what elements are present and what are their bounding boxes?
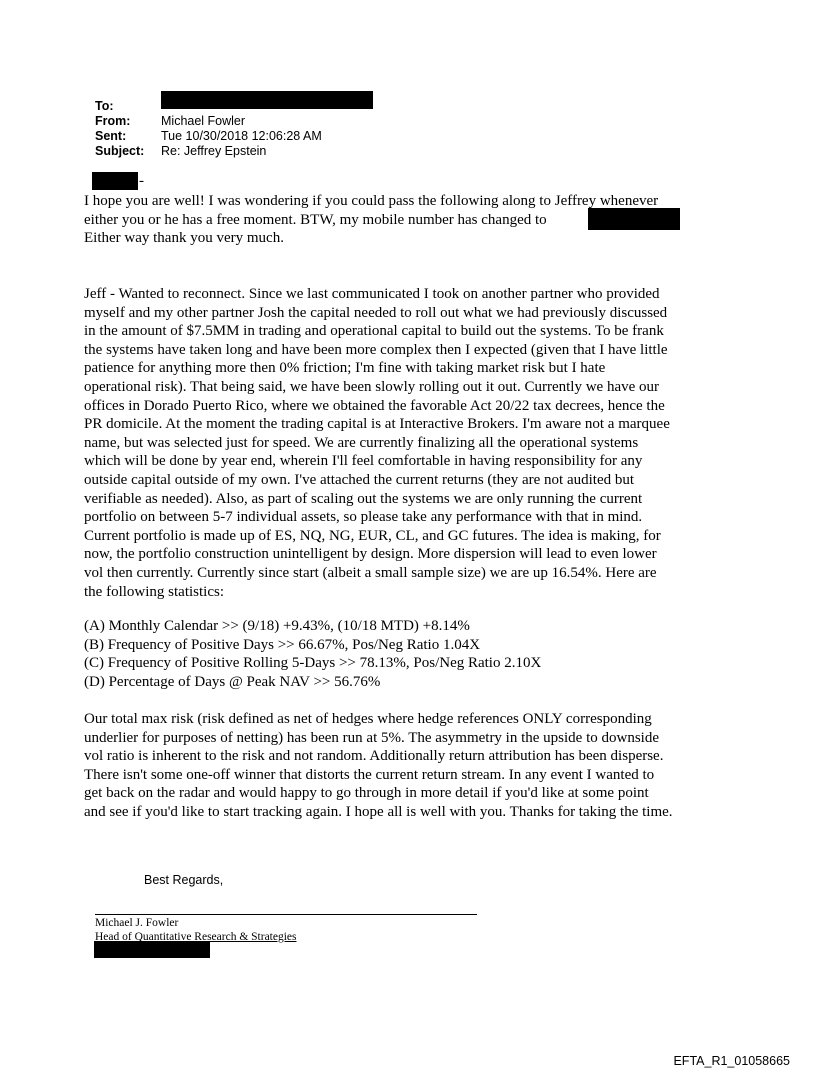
main-line: vol then currently. Currently since start (albeit a small sample size) we are up 16.54%. Here are [84, 564, 657, 581]
main-line: now, the portfolio construction unintelligent by design. More dispersion will lead to even lower [84, 546, 657, 563]
main-line: offices in Dorado Puerto Rico, where we obtained the favorable Act 20/22 tax decrees, hence the [84, 397, 665, 414]
main-paragraph [84, 285, 744, 601]
signature-rule [95, 914, 477, 915]
stat-item: (A) Monthly Calendar >> (9/18) +9.43%, (10/18 MTD) +8.14% [84, 618, 470, 634]
redaction-greeting-name [92, 172, 138, 190]
intro-line-2: either you or he has a free moment. BTW, my mobile number has changed to [84, 211, 547, 228]
intro-line-1: I hope you are well! I was wondering if you could pass the following along to Jeffrey whenever [84, 193, 659, 209]
main-line: which will be done by year end, wherein I'll feel comfortable in having responsibility for any [84, 453, 643, 470]
main-line: operational risk). That being said, we have been slowly rolling out it out. Currently we have our [84, 378, 660, 395]
signature-block [95, 916, 297, 944]
stat-item: (C) Frequency of Positive Rolling 5-Days >> 78.13%, Pos/Neg Ratio 2.10X [84, 655, 542, 672]
sent-value: Tue 10/30/2018 12:06:28 AM [161, 129, 322, 143]
main-line: in the amount of $7.5MM in trading and operational capital to build out the systems. To be frank [84, 323, 664, 340]
greeting-line [139, 172, 159, 191]
redaction-to-address [161, 91, 373, 109]
closing-line: vol ratio is inherent to the risk and not random. Additionally return attribution has been disperse. [84, 748, 664, 765]
main-line: Jeff - Wanted to reconnect. Since we last communicated I took on another partner who provided [84, 286, 660, 302]
sent-row [95, 129, 322, 144]
intro-paragraph [84, 192, 744, 248]
main-line: Current portfolio is made up of ES, NQ, NG, EUR, CL, and GC futures. The idea is making, for [84, 527, 661, 544]
closing-line: get back on the radar and would happy to go through in more detail if you'd like at some point [84, 785, 649, 802]
sent-label: Sent: [95, 129, 127, 143]
document-id: EFTA_R1_01058665 [673, 1054, 790, 1068]
to-label: To: [95, 99, 114, 113]
stat-item: (B) Frequency of Positive Days >> 66.67%, Pos/Neg Ratio 1.04X [84, 636, 481, 653]
from-row [95, 114, 322, 129]
main-line: patience for anything more then 0% friction; I'm fine with taking market risk but I hate [84, 360, 606, 377]
signature-title: Head of Quantitative Research & Strategies [95, 931, 297, 943]
closing-regards: Best Regards, [144, 873, 224, 887]
main-line: portfolio on between 5-7 individual assets, so please take any performance with that in mind. [84, 509, 643, 526]
main-line: verifiable as needed). Also, as part of scaling out the systems we are only running the current [84, 490, 643, 507]
subject-value: Re: Jeffrey Epstein [161, 144, 267, 158]
closing-line: Our total max risk (risk defined as net of hedges where hedge references ONLY corresponding [84, 711, 652, 727]
stat-item: (D) Percentage of Days @ Peak NAV >> 56.76% [84, 673, 381, 690]
main-line: outside capital outside of my own. I've attached the current returns (they are not audited but [84, 471, 635, 488]
main-line: name, but was selected just for speed. We are currently finalizing all the operational systems [84, 434, 639, 451]
subject-label: Subject: [95, 144, 145, 158]
from-value: Michael Fowler [161, 114, 246, 128]
main-line: PR domicile. At the moment the trading capital is at Interactive Brokers. I'm aware not a marquee [84, 416, 670, 433]
main-line: the following statistics: [84, 583, 224, 600]
closing-line: underlier for purposes of netting) has been run at 5%. The asymmetry in the upside to downside [84, 729, 660, 746]
closing-paragraph [84, 710, 744, 822]
main-line: myself and my other partner Josh the capital needed to roll out what we had previously discussed [84, 304, 668, 321]
signature-name: Michael J. Fowler [95, 917, 179, 929]
greeting-dash: - [139, 173, 144, 189]
intro-line-3: Either way thank you very much. [84, 230, 284, 247]
from-label: From: [95, 114, 131, 128]
main-line: the systems have taken long and have been more complex then I expected (given that I have little [84, 341, 668, 358]
subject-row [95, 144, 322, 159]
stats-list [84, 617, 744, 691]
closing-line: and see if you'd like to start tracking again. I hope all is well with you. Thanks for taking the time. [84, 803, 673, 820]
closing-line: There isn't some one-off winner that distorts the current return stream. In any event I wanted to [84, 766, 655, 783]
